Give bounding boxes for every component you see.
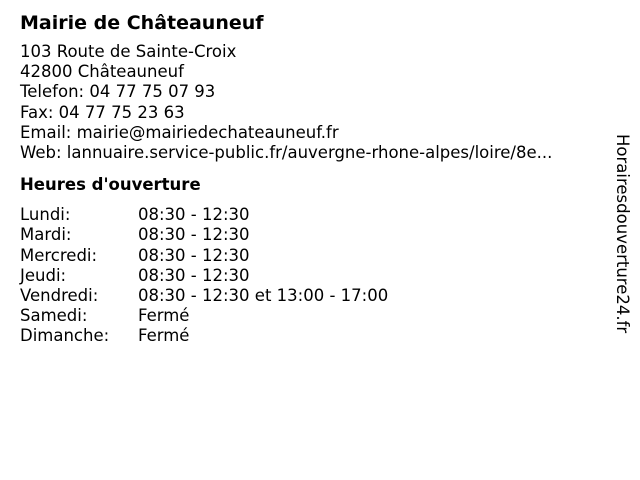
web-link[interactable]: lannuaire.service-public.fr/auvergne-rhone-alpes/loire/8e...: [66, 143, 553, 163]
web-line: [20, 143, 605, 163]
day-label: Vendredi:: [20, 286, 99, 306]
time-value: Fermé: [138, 306, 190, 326]
brand-watermark: Horairesdouverture24.fr: [613, 134, 632, 334]
email-label: Email:: [20, 122, 72, 142]
hours-row-monday: [20, 205, 605, 225]
address-street: 103 Route de Sainte-Croix: [20, 42, 237, 61]
contact-block: [20, 42, 605, 163]
hours-row-wednesday: [20, 246, 605, 266]
hours-row-sunday: [20, 326, 605, 346]
time-value: 08:30 - 12:30: [138, 245, 250, 265]
day-label: Mardi:: [20, 225, 72, 245]
time-value: 08:30 - 12:30: [138, 205, 250, 225]
phone-number[interactable]: 04 77 75 07 93: [89, 82, 216, 102]
time-value: 08:30 - 12:30: [138, 225, 250, 245]
hours-row-tuesday: [20, 225, 605, 245]
fax-label: Fax:: [20, 102, 54, 122]
info-card: [20, 10, 605, 347]
hours-row-friday: [20, 286, 605, 306]
email-line: [20, 123, 605, 143]
phone-label: Telefon:: [20, 82, 85, 102]
address-city: 42800 Châteauneuf: [20, 62, 184, 82]
hours-row-saturday: [20, 306, 605, 326]
hours-heading: Heures d'ouverture: [20, 175, 201, 195]
time-value: 08:30 - 12:30 et 13:00 - 17:00: [138, 286, 389, 306]
day-label: Mercredi:: [20, 245, 98, 265]
time-value: Fermé: [138, 326, 190, 346]
fax-number: 04 77 75 23 63: [58, 102, 185, 122]
page-title: Mairie de Châteauneuf: [20, 12, 264, 34]
day-label: Lundi:: [20, 205, 71, 225]
time-value: 08:30 - 12:30: [138, 265, 250, 285]
fax-line: [20, 103, 605, 123]
phone-line: [20, 82, 605, 102]
hours-table: [20, 205, 605, 346]
email-link[interactable]: mairie@mairiedechateauneuf.fr: [76, 122, 339, 142]
day-label: Samedi:: [20, 306, 88, 326]
day-label: Dimanche:: [20, 326, 110, 346]
web-label: Web:: [20, 143, 62, 163]
hours-row-thursday: [20, 266, 605, 286]
day-label: Jeudi:: [20, 265, 67, 285]
